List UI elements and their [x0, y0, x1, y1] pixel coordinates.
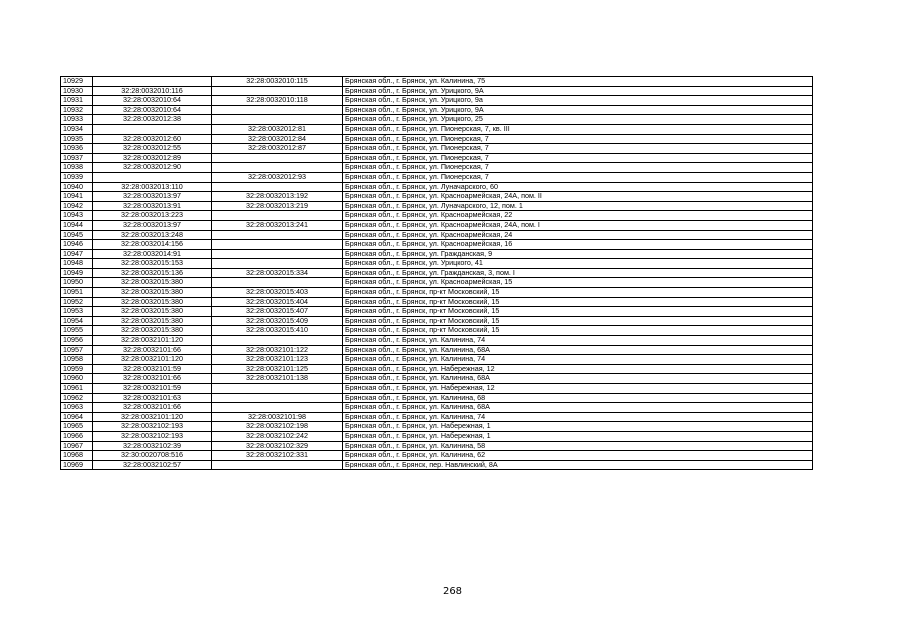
building-cadastral-number-cell — [212, 115, 343, 125]
address-cell: Брянская обл., г. Брянск, ул. Урицкого, 9А — [343, 105, 813, 115]
building-cadastral-number-cell: 32:28:0032102:198 — [212, 422, 343, 432]
building-cadastral-number-cell: 32:28:0032015:404 — [212, 297, 343, 307]
building-cadastral-number-cell: 32:28:0032015:409 — [212, 316, 343, 326]
record-number-cell: 10969 — [61, 460, 93, 470]
table-row — [61, 393, 813, 403]
table-row — [61, 124, 813, 134]
land-cadastral-number-cell: 32:28:0032013:97 — [93, 192, 212, 202]
building-cadastral-number-cell: 32:28:0032015:334 — [212, 268, 343, 278]
table-row — [61, 441, 813, 451]
table-row — [61, 431, 813, 441]
address-cell: Брянская обл., г. Брянск, пр-кт Московский, 15 — [343, 307, 813, 317]
building-cadastral-number-cell: 32:28:0032015:410 — [212, 326, 343, 336]
land-cadastral-number-cell: 32:28:0032101:120 — [93, 336, 212, 346]
building-cadastral-number-cell: 32:28:0032013:241 — [212, 220, 343, 230]
table-row — [61, 460, 813, 470]
land-cadastral-number-cell: 32:28:0032014:156 — [93, 240, 212, 250]
building-cadastral-number-cell: 32:28:0032010:115 — [212, 77, 343, 87]
land-cadastral-number-cell — [93, 77, 212, 87]
address-cell: Брянская обл., г. Брянск, ул. Пионерская, 7 — [343, 153, 813, 163]
table-row — [61, 345, 813, 355]
address-cell: Брянская обл., г. Брянск, ул. Луначарского, 60 — [343, 182, 813, 192]
record-number-cell: 10931 — [61, 96, 93, 106]
land-cadastral-number-cell — [93, 172, 212, 182]
record-number-cell: 10948 — [61, 259, 93, 269]
record-number-cell: 10934 — [61, 124, 93, 134]
address-cell: Брянская обл., г. Брянск, ул. Набережная, 1 — [343, 422, 813, 432]
table-row — [61, 451, 813, 461]
land-cadastral-number-cell: 32:28:0032013:110 — [93, 182, 212, 192]
land-cadastral-number-cell: 32:28:0032015:380 — [93, 278, 212, 288]
land-cadastral-number-cell: 32:28:0032101:59 — [93, 384, 212, 394]
land-cadastral-number-cell: 32:28:0032010:116 — [93, 86, 212, 96]
land-cadastral-number-cell: 32:28:0032013:223 — [93, 211, 212, 221]
building-cadastral-number-cell — [212, 153, 343, 163]
table-row — [61, 297, 813, 307]
land-cadastral-number-cell: 32:28:0032015:136 — [93, 268, 212, 278]
record-number-cell: 10961 — [61, 384, 93, 394]
land-cadastral-number-cell: 32:28:0032101:59 — [93, 364, 212, 374]
land-cadastral-number-cell: 32:28:0032102:39 — [93, 441, 212, 451]
land-cadastral-number-cell: 32:28:0032014:91 — [93, 249, 212, 259]
address-cell: Брянская обл., г. Брянск, ул. Калинина, 74 — [343, 336, 813, 346]
table-row — [61, 259, 813, 269]
building-cadastral-number-cell: 32:28:0032015:407 — [212, 307, 343, 317]
record-number-cell: 10944 — [61, 220, 93, 230]
address-cell: Брянская обл., г. Брянск, пр-кт Московский, 15 — [343, 288, 813, 298]
land-cadastral-number-cell: 32:28:0032015:380 — [93, 297, 212, 307]
address-cell: Брянская обл., г. Брянск, ул. Красноармейская, 24 — [343, 230, 813, 240]
building-cadastral-number-cell: 32:28:0032010:118 — [212, 96, 343, 106]
table-row — [61, 374, 813, 384]
record-number-cell: 10960 — [61, 374, 93, 384]
address-cell: Брянская обл., г. Брянск, ул. Пионерская, 7 — [343, 172, 813, 182]
table-row — [61, 96, 813, 106]
record-number-cell: 10968 — [61, 451, 93, 461]
record-number-cell: 10945 — [61, 230, 93, 240]
table-row — [61, 182, 813, 192]
table-row — [61, 384, 813, 394]
land-cadastral-number-cell: 32:28:0032015:380 — [93, 307, 212, 317]
address-cell: Брянская обл., г. Брянск, ул. Красноармейская, 16 — [343, 240, 813, 250]
building-cadastral-number-cell — [212, 240, 343, 250]
record-number-cell: 10954 — [61, 316, 93, 326]
land-cadastral-number-cell: 32:28:0032101:66 — [93, 345, 212, 355]
building-cadastral-number-cell: 32:28:0032101:138 — [212, 374, 343, 384]
land-cadastral-number-cell: 32:28:0032102:193 — [93, 431, 212, 441]
land-cadastral-number-cell: 32:28:0032101:66 — [93, 403, 212, 413]
land-cadastral-number-cell: 32:28:0032102:193 — [93, 422, 212, 432]
table-row — [61, 172, 813, 182]
building-cadastral-number-cell: 32:28:0032101:122 — [212, 345, 343, 355]
record-number-cell: 10943 — [61, 211, 93, 221]
land-cadastral-number-cell: 32:28:0032015:153 — [93, 259, 212, 269]
table-row — [61, 249, 813, 259]
address-cell: Брянская обл., г. Брянск, ул. Красноармейская, 22 — [343, 211, 813, 221]
address-cell: Брянская обл., г. Брянск, ул. Набережная, 1 — [343, 431, 813, 441]
address-cell: Брянская обл., г. Брянск, ул. Калинина, 68А — [343, 374, 813, 384]
land-cadastral-number-cell — [93, 124, 212, 134]
land-cadastral-number-cell: 32:28:0032102:57 — [93, 460, 212, 470]
building-cadastral-number-cell: 32:28:0032102:329 — [212, 441, 343, 451]
table-row — [61, 278, 813, 288]
address-cell: Брянская обл., г. Брянск, ул. Калинина, 74 — [343, 355, 813, 365]
address-cell: Брянская обл., г. Брянск, ул. Калинина, 62 — [343, 451, 813, 461]
record-number-cell: 10956 — [61, 336, 93, 346]
address-cell: Брянская обл., г. Брянск, ул. Пионерская, 7 — [343, 163, 813, 173]
building-cadastral-number-cell: 32:28:0032015:403 — [212, 288, 343, 298]
record-number-cell: 10941 — [61, 192, 93, 202]
record-number-cell: 10950 — [61, 278, 93, 288]
record-number-cell: 10947 — [61, 249, 93, 259]
building-cadastral-number-cell: 32:28:0032102:242 — [212, 431, 343, 441]
address-cell: Брянская обл., г. Брянск, пр-кт Московский, 15 — [343, 326, 813, 336]
address-cell: Брянская обл., г. Брянск, пр-кт Московский, 15 — [343, 297, 813, 307]
land-cadastral-number-cell: 32:28:0032012:89 — [93, 153, 212, 163]
address-cell: Брянская обл., г. Брянск, ул. Урицкого, 9а — [343, 96, 813, 106]
record-number-cell: 10938 — [61, 163, 93, 173]
address-cell: Брянская обл., г. Брянск, ул. Набережная, 12 — [343, 384, 813, 394]
address-cell: Брянская обл., г. Брянск, ул. Калинина, 75 — [343, 77, 813, 87]
record-number-cell: 10963 — [61, 403, 93, 413]
land-cadastral-number-cell: 32:28:0032101:120 — [93, 412, 212, 422]
building-cadastral-number-cell: 32:28:0032012:93 — [212, 172, 343, 182]
building-cadastral-number-cell — [212, 336, 343, 346]
building-cadastral-number-cell: 32:28:0032012:81 — [212, 124, 343, 134]
record-number-cell: 10940 — [61, 182, 93, 192]
building-cadastral-number-cell — [212, 230, 343, 240]
table-row — [61, 192, 813, 202]
land-cadastral-number-cell: 32:28:0032101:63 — [93, 393, 212, 403]
building-cadastral-number-cell — [212, 182, 343, 192]
table-row — [61, 268, 813, 278]
address-cell: Брянская обл., г. Брянск, ул. Калинина, 68 — [343, 393, 813, 403]
building-cadastral-number-cell: 32:28:0032012:84 — [212, 134, 343, 144]
table-row — [61, 77, 813, 87]
building-cadastral-number-cell: 32:28:0032102:331 — [212, 451, 343, 461]
building-cadastral-number-cell — [212, 259, 343, 269]
address-cell: Брянская обл., г. Брянск, ул. Пионерская, 7, кв. III — [343, 124, 813, 134]
land-cadastral-number-cell: 32:28:0032013:248 — [93, 230, 212, 240]
address-cell: Брянская обл., г. Брянск, ул. Калинина, 68А — [343, 345, 813, 355]
land-cadastral-number-cell: 32:28:0032012:38 — [93, 115, 212, 125]
address-cell: Брянская обл., г. Брянск, ул. Калинина, 68А — [343, 403, 813, 413]
record-number-cell: 10959 — [61, 364, 93, 374]
record-number-cell: 10957 — [61, 345, 93, 355]
record-number-cell: 10965 — [61, 422, 93, 432]
building-cadastral-number-cell — [212, 384, 343, 394]
record-number-cell: 10949 — [61, 268, 93, 278]
table-row — [61, 115, 813, 125]
address-cell: Брянская обл., г. Брянск, ул. Гражданская, 3, пом. I — [343, 268, 813, 278]
record-number-cell: 10929 — [61, 77, 93, 87]
land-cadastral-number-cell: 32:30:0020708:516 — [93, 451, 212, 461]
building-cadastral-number-cell — [212, 393, 343, 403]
table-row — [61, 336, 813, 346]
land-cadastral-number-cell: 32:28:0032013:91 — [93, 201, 212, 211]
record-number-cell: 10936 — [61, 144, 93, 154]
building-cadastral-number-cell — [212, 163, 343, 173]
record-number-cell: 10967 — [61, 441, 93, 451]
table-row — [61, 316, 813, 326]
cadastral-table — [60, 76, 813, 470]
table-row — [61, 403, 813, 413]
record-number-cell: 10964 — [61, 412, 93, 422]
record-number-cell: 10939 — [61, 172, 93, 182]
land-cadastral-number-cell: 32:28:0032010:64 — [93, 105, 212, 115]
table-row — [61, 364, 813, 374]
table-row — [61, 355, 813, 365]
address-cell: Брянская обл., г. Брянск, ул. Урицкого, 9А — [343, 86, 813, 96]
address-cell: Брянская обл., г. Брянск, ул. Пионерская, 7 — [343, 134, 813, 144]
address-cell: Брянская обл., г. Брянск, ул. Луначарского, 12, пом. 1 — [343, 201, 813, 211]
building-cadastral-number-cell — [212, 460, 343, 470]
record-number-cell: 10932 — [61, 105, 93, 115]
table-body — [61, 77, 813, 470]
address-cell: Брянская обл., г. Брянск, ул. Набережная, 12 — [343, 364, 813, 374]
address-cell: Брянская обл., г. Брянск, ул. Калинина, 58 — [343, 441, 813, 451]
table-row — [61, 153, 813, 163]
building-cadastral-number-cell: 32:28:0032012:87 — [212, 144, 343, 154]
record-number-cell: 10955 — [61, 326, 93, 336]
land-cadastral-number-cell: 32:28:0032012:55 — [93, 144, 212, 154]
land-cadastral-number-cell: 32:28:0032013:97 — [93, 220, 212, 230]
record-number-cell: 10962 — [61, 393, 93, 403]
address-cell: Брянская обл., г. Брянск, ул. Калинина, 74 — [343, 412, 813, 422]
land-cadastral-number-cell: 32:28:0032012:60 — [93, 134, 212, 144]
table-row — [61, 307, 813, 317]
record-number-cell: 10952 — [61, 297, 93, 307]
table-row — [61, 163, 813, 173]
address-cell: Брянская обл., г. Брянск, ул. Урицкого, 25 — [343, 115, 813, 125]
table-row — [61, 86, 813, 96]
record-number-cell: 10958 — [61, 355, 93, 365]
record-number-cell: 10935 — [61, 134, 93, 144]
address-cell: Брянская обл., г. Брянск, пер. Навлинский, 8А — [343, 460, 813, 470]
table-row — [61, 211, 813, 221]
record-number-cell: 10946 — [61, 240, 93, 250]
table-row — [61, 240, 813, 250]
address-cell: Брянская обл., г. Брянск, ул. Красноармейская, 15 — [343, 278, 813, 288]
record-number-cell: 10937 — [61, 153, 93, 163]
record-number-cell: 10930 — [61, 86, 93, 96]
building-cadastral-number-cell: 32:28:0032101:98 — [212, 412, 343, 422]
table-row — [61, 288, 813, 298]
land-cadastral-number-cell: 32:28:0032010:64 — [93, 96, 212, 106]
building-cadastral-number-cell: 32:28:0032101:123 — [212, 355, 343, 365]
building-cadastral-number-cell: 32:28:0032013:219 — [212, 201, 343, 211]
record-number-cell: 10942 — [61, 201, 93, 211]
table-row — [61, 412, 813, 422]
building-cadastral-number-cell — [212, 249, 343, 259]
table-row — [61, 220, 813, 230]
address-cell: Брянская обл., г. Брянск, ул. Красноармейская, 24А, пом. I — [343, 220, 813, 230]
building-cadastral-number-cell — [212, 403, 343, 413]
address-cell: Брянская обл., г. Брянск, ул. Пионерская, 7 — [343, 144, 813, 154]
building-cadastral-number-cell — [212, 86, 343, 96]
page-number: 268 — [442, 586, 463, 597]
land-cadastral-number-cell: 32:28:0032101:66 — [93, 374, 212, 384]
table-row — [61, 422, 813, 432]
building-cadastral-number-cell — [212, 211, 343, 221]
building-cadastral-number-cell — [212, 105, 343, 115]
building-cadastral-number-cell: 32:28:0032013:192 — [212, 192, 343, 202]
table-row — [61, 144, 813, 154]
record-number-cell: 10951 — [61, 288, 93, 298]
building-cadastral-number-cell — [212, 278, 343, 288]
table-row — [61, 230, 813, 240]
table-row — [61, 134, 813, 144]
land-cadastral-number-cell: 32:28:0032015:380 — [93, 326, 212, 336]
table-row — [61, 326, 813, 336]
land-cadastral-number-cell: 32:28:0032101:120 — [93, 355, 212, 365]
address-cell: Брянская обл., г. Брянск, ул. Гражданская, 9 — [343, 249, 813, 259]
building-cadastral-number-cell: 32:28:0032101:125 — [212, 364, 343, 374]
address-cell: Брянская обл., г. Брянск, пр-кт Московский, 15 — [343, 316, 813, 326]
address-cell: Брянская обл., г. Брянск, ул. Красноармейская, 24А, пом. II — [343, 192, 813, 202]
table-row — [61, 201, 813, 211]
record-number-cell: 10953 — [61, 307, 93, 317]
land-cadastral-number-cell: 32:28:0032012:90 — [93, 163, 212, 173]
record-number-cell: 10966 — [61, 431, 93, 441]
table-row — [61, 105, 813, 115]
land-cadastral-number-cell: 32:28:0032015:380 — [93, 288, 212, 298]
address-cell: Брянская обл., г. Брянск, ул. Урицкого, 41 — [343, 259, 813, 269]
land-cadastral-number-cell: 32:28:0032015:380 — [93, 316, 212, 326]
record-number-cell: 10933 — [61, 115, 93, 125]
